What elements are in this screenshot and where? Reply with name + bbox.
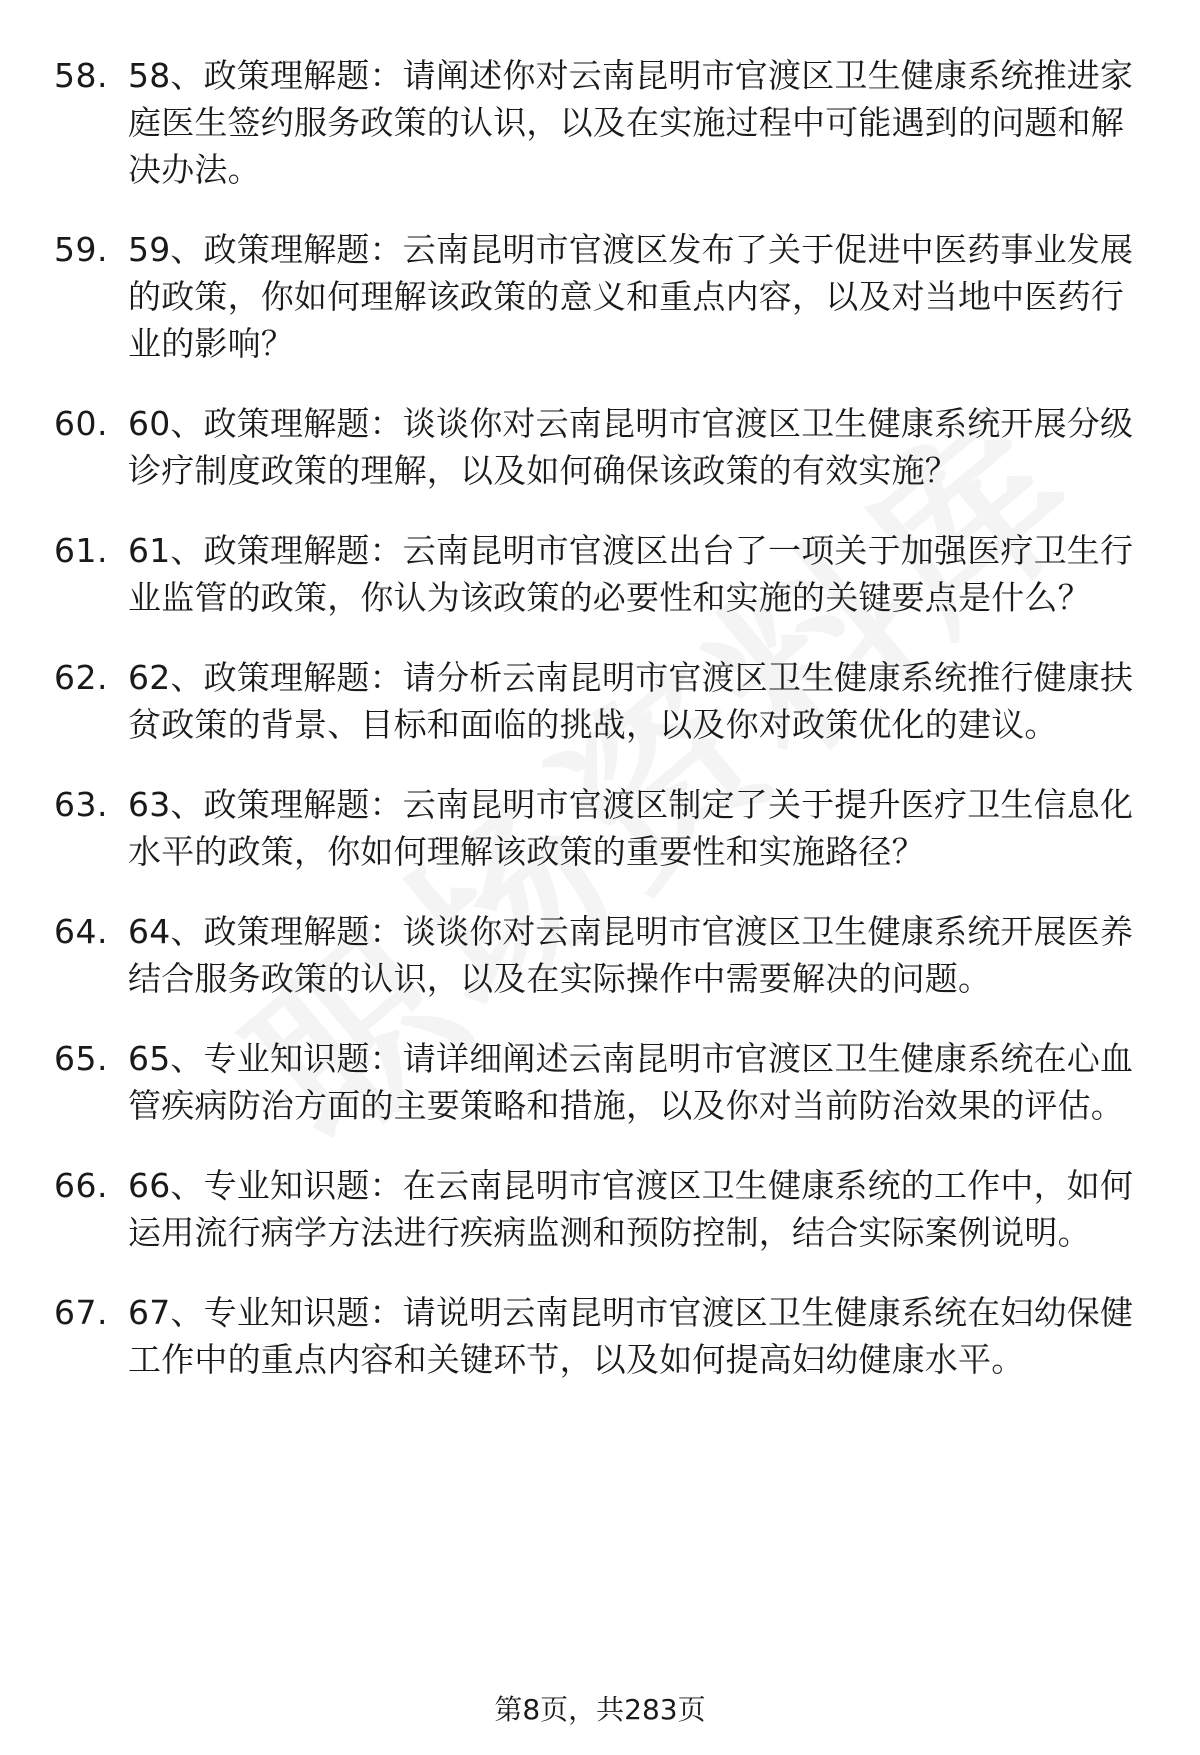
item-text: 59、政策理解题：云南昆明市官渡区发布了关于促进中医药事业发展的政策，你如何理解该政策的意义和重点内容，以及对当地中医药行业的影响？ [128, 230, 1134, 363]
item-number: 67. [54, 1293, 108, 1332]
list-item [0, 1289, 1200, 1383]
item-number: 66. [54, 1166, 108, 1205]
list-item [0, 781, 1200, 875]
item-number: 63. [54, 785, 108, 824]
list-item [0, 527, 1200, 621]
list-item [0, 52, 1200, 193]
item-number: 59. [54, 230, 108, 269]
item-text: 67、专业知识题：请说明云南昆明市官渡区卫生健康系统在妇幼保健工作中的重点内容和关键环节，以及如何提高妇幼健康水平。 [128, 1293, 1134, 1379]
item-number: 58. [54, 56, 108, 95]
item-text: 63、政策理解题：云南昆明市官渡区制定了关于提升医疗卫生信息化水平的政策，你如何理解该政策的重要性和实施路径？ [128, 785, 1134, 871]
item-text: 62、政策理解题：请分析云南昆明市官渡区卫生健康系统推行健康扶贫政策的背景、目标和面临的挑战，以及你对政策优化的建议。 [128, 658, 1134, 744]
list-item [0, 1162, 1200, 1256]
item-text: 58、政策理解题：请阐述你对云南昆明市官渡区卫生健康系统推进家庭医生签约服务政策的认识，以及在实施过程中可能遇到的问题和解决办法。 [128, 56, 1134, 189]
list-item [0, 654, 1200, 748]
item-number: 62. [54, 658, 108, 697]
list-item [0, 1035, 1200, 1129]
item-text: 60、政策理解题：谈谈你对云南昆明市官渡区卫生健康系统开展分级诊疗制度政策的理解，以及如何确保该政策的有效实施？ [128, 404, 1134, 490]
item-number: 60. [54, 404, 108, 443]
item-text: 61、政策理解题：云南昆明市官渡区出台了一项关于加强医疗卫生行业监管的政策，你认为该政策的必要性和实施的关键要点是什么？ [128, 531, 1134, 617]
item-text: 65、专业知识题：请详细阐述云南昆明市官渡区卫生健康系统在心血管疾病防治方面的主要策略和措施，以及你对当前防治效果的评估。 [128, 1039, 1134, 1125]
item-text: 66、专业知识题：在云南昆明市官渡区卫生健康系统的工作中，如何运用流行病学方法进行疾病监测和预防控制，结合实际案例说明。 [128, 1166, 1134, 1252]
item-number: 65. [54, 1039, 108, 1078]
item-text: 64、政策理解题：谈谈你对云南昆明市官渡区卫生健康系统开展医养结合服务政策的认识，以及在实际操作中需要解决的问题。 [128, 912, 1134, 998]
page-number: 第8页，共283页 [494, 1693, 706, 1726]
question-list [0, 52, 1200, 1416]
list-item [0, 400, 1200, 494]
item-number: 61. [54, 531, 108, 570]
item-number: 64. [54, 912, 108, 951]
list-item [0, 226, 1200, 367]
list-item [0, 908, 1200, 1002]
